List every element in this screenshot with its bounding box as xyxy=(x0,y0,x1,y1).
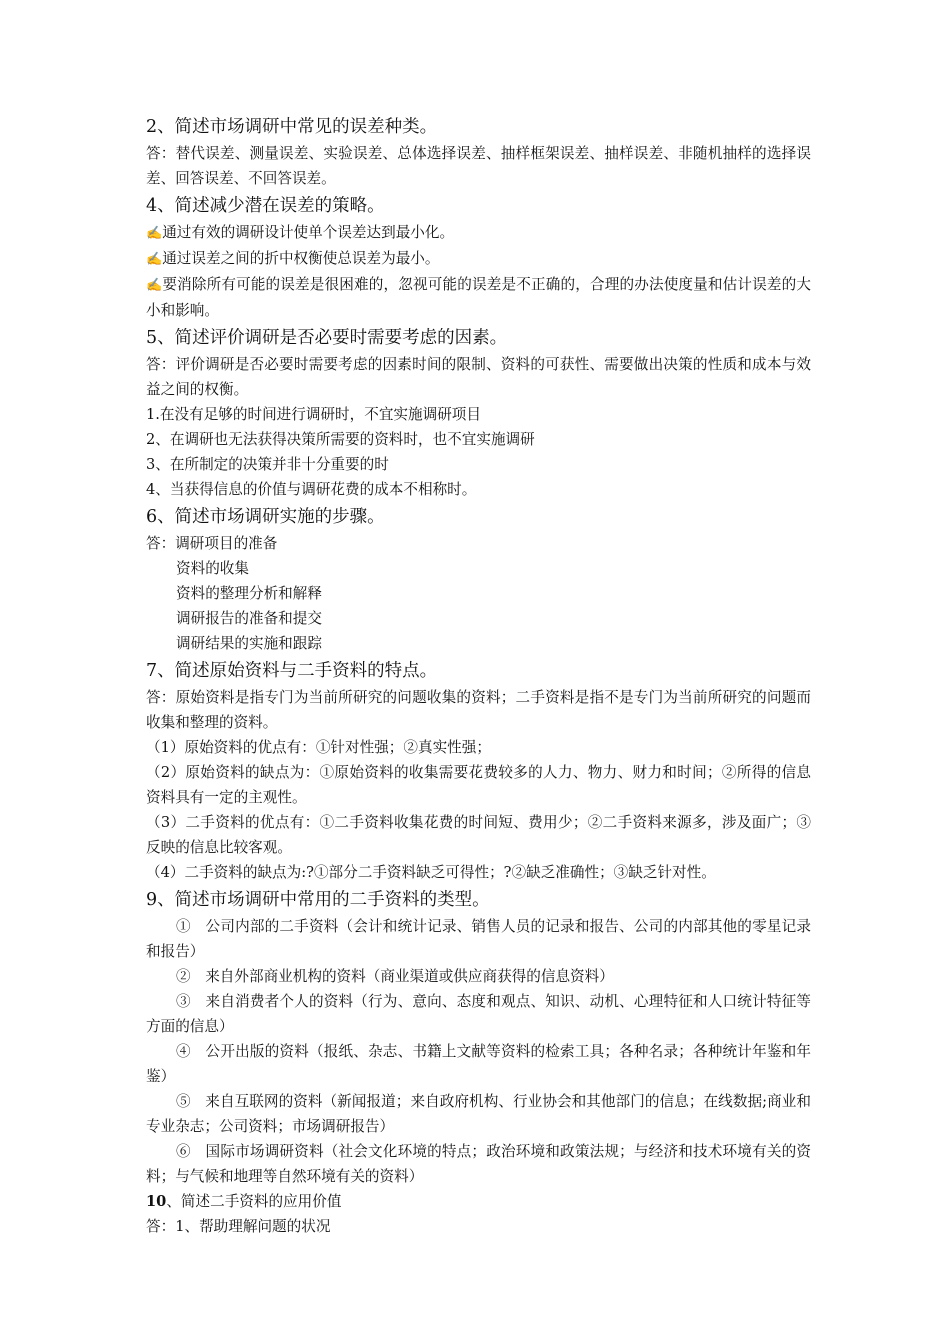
source-type-item: ② 来自外部商业机构的资料（商业渠道或供应商获得的信息资料） xyxy=(176,968,614,985)
strategy-item: ✍通过误差之间的折中权衡使总误差为最小。 xyxy=(146,250,440,267)
step-item: 资料的整理分析和解释 xyxy=(176,585,322,602)
writing-hand-icon: ✍ xyxy=(146,226,163,241)
step-item: 调研结果的实施和跟踪 xyxy=(176,635,322,652)
question-2-answer: 答：替代误差、测量误差、实验误差、总体选择误差、抽样框架误差、抽样误差、非随机抽样的选择误差、回答误差、不回答误差。 xyxy=(146,145,811,187)
source-type-item: ① 公司内部的二手资料（会计和统计记录、销售人员的记录和报告、公司的内部其他的零星记录和报告） xyxy=(146,918,811,960)
question-5-heading: 5、简述评价调研是否必要时需要考虑的因素。 xyxy=(146,328,508,348)
question-7-answer: 答：原始资料是指专门为当前所研究的问题收集的资料；二手资料是指不是专门为当前所研究的问题而收集和整理的资料。 xyxy=(146,689,811,731)
source-type-item: ⑥ 国际市场调研资料（社会文化环境的特点；政治环境和政策法规；与经济和技术环境有关的资料；与气候和地理等自然环境有关的资料） xyxy=(146,1143,811,1185)
writing-hand-icon: ✍ xyxy=(146,252,163,267)
strategy-item: ✍通过有效的调研设计使单个误差达到最小化。 xyxy=(146,224,455,241)
feature-item: （3）二手资料的优点有：①二手资料收集花费的时间短、费用少；②二手资料来源多，涉及面广；③反映的信息比较客观。 xyxy=(146,814,811,856)
question-9-heading: 9、简述市场调研中常用的二手资料的类型。 xyxy=(146,890,490,910)
question-10-answer: 答：1、帮助理解问题的状况 xyxy=(146,1218,331,1235)
factor-item: 1.在没有足够的时间进行调研时，不宜实施调研项目 xyxy=(146,406,481,423)
answer-prefix: 答： xyxy=(146,535,176,552)
factor-item: 4、当获得信息的价值与调研花费的成本不相称时。 xyxy=(146,481,477,498)
step-item: 资料的收集 xyxy=(176,560,249,577)
question-10-heading: 10、简述二手资料的应用价值 xyxy=(146,1193,342,1210)
factor-item: 2、在调研也无法获得决策所需要的资料时，也不宜实施调研 xyxy=(146,431,535,448)
feature-item: （4）二手资料的缺点为:?①部分二手资料缺乏可得性；?②缺乏准确性；③缺乏针对性。 xyxy=(146,864,716,881)
step-item: 调研报告的准备和提交 xyxy=(176,610,322,627)
question-7-heading: 7、简述原始资料与二手资料的特点。 xyxy=(146,661,438,681)
question-10-number: 10 xyxy=(146,1193,167,1210)
question-5-answer: 答：评价调研是否必要时需要考虑的因素时间的限制、资料的可获性、需要做出决策的性质和成本与效益之间的权衡。 xyxy=(146,356,811,398)
source-type-item: ③ 来自消费者个人的资料（行为、意向、态度和观点、知识、动机、心理特征和人口统计特征等方面的信息） xyxy=(146,993,811,1035)
writing-hand-icon: ✍ xyxy=(146,278,163,293)
feature-item: （2）原始资料的缺点为：①原始资料的收集需要花费较多的人力、物力、财力和时间；②所得的信息资料具有一定的主观性。 xyxy=(146,764,811,806)
question-6-heading: 6、简述市场调研实施的步骤。 xyxy=(146,507,385,527)
source-type-item: ⑤ 来自互联网的资料（新闻报道；来自政府机构、行业协会和其他部门的信息；在线数据;商业和专业杂志；公司资料；市场调研报告） xyxy=(146,1093,811,1135)
source-type-item: ④ 公开出版的资料（报纸、杂志、书籍上文献等资料的检索工具；各种名录；各种统计年鉴和年鉴） xyxy=(146,1043,811,1085)
step-item: 答：调研项目的准备 xyxy=(146,535,278,552)
document-body xyxy=(146,112,811,1239)
strategy-item: ✍要消除所有可能的误差是很困难的，忽视可能的误差是不正确的，合理的办法使度量和估计误差的大小和影响。 xyxy=(146,276,811,319)
question-4-heading: 4、简述减少潜在误差的策略。 xyxy=(146,196,385,216)
question-2-heading: 2、简述市场调研中常见的误差种类。 xyxy=(146,117,438,137)
feature-item: （1）原始资料的优点有：①针对性强；②真实性强； xyxy=(146,739,491,756)
factor-item: 3、在所制定的决策并非十分重要的时 xyxy=(146,456,389,473)
